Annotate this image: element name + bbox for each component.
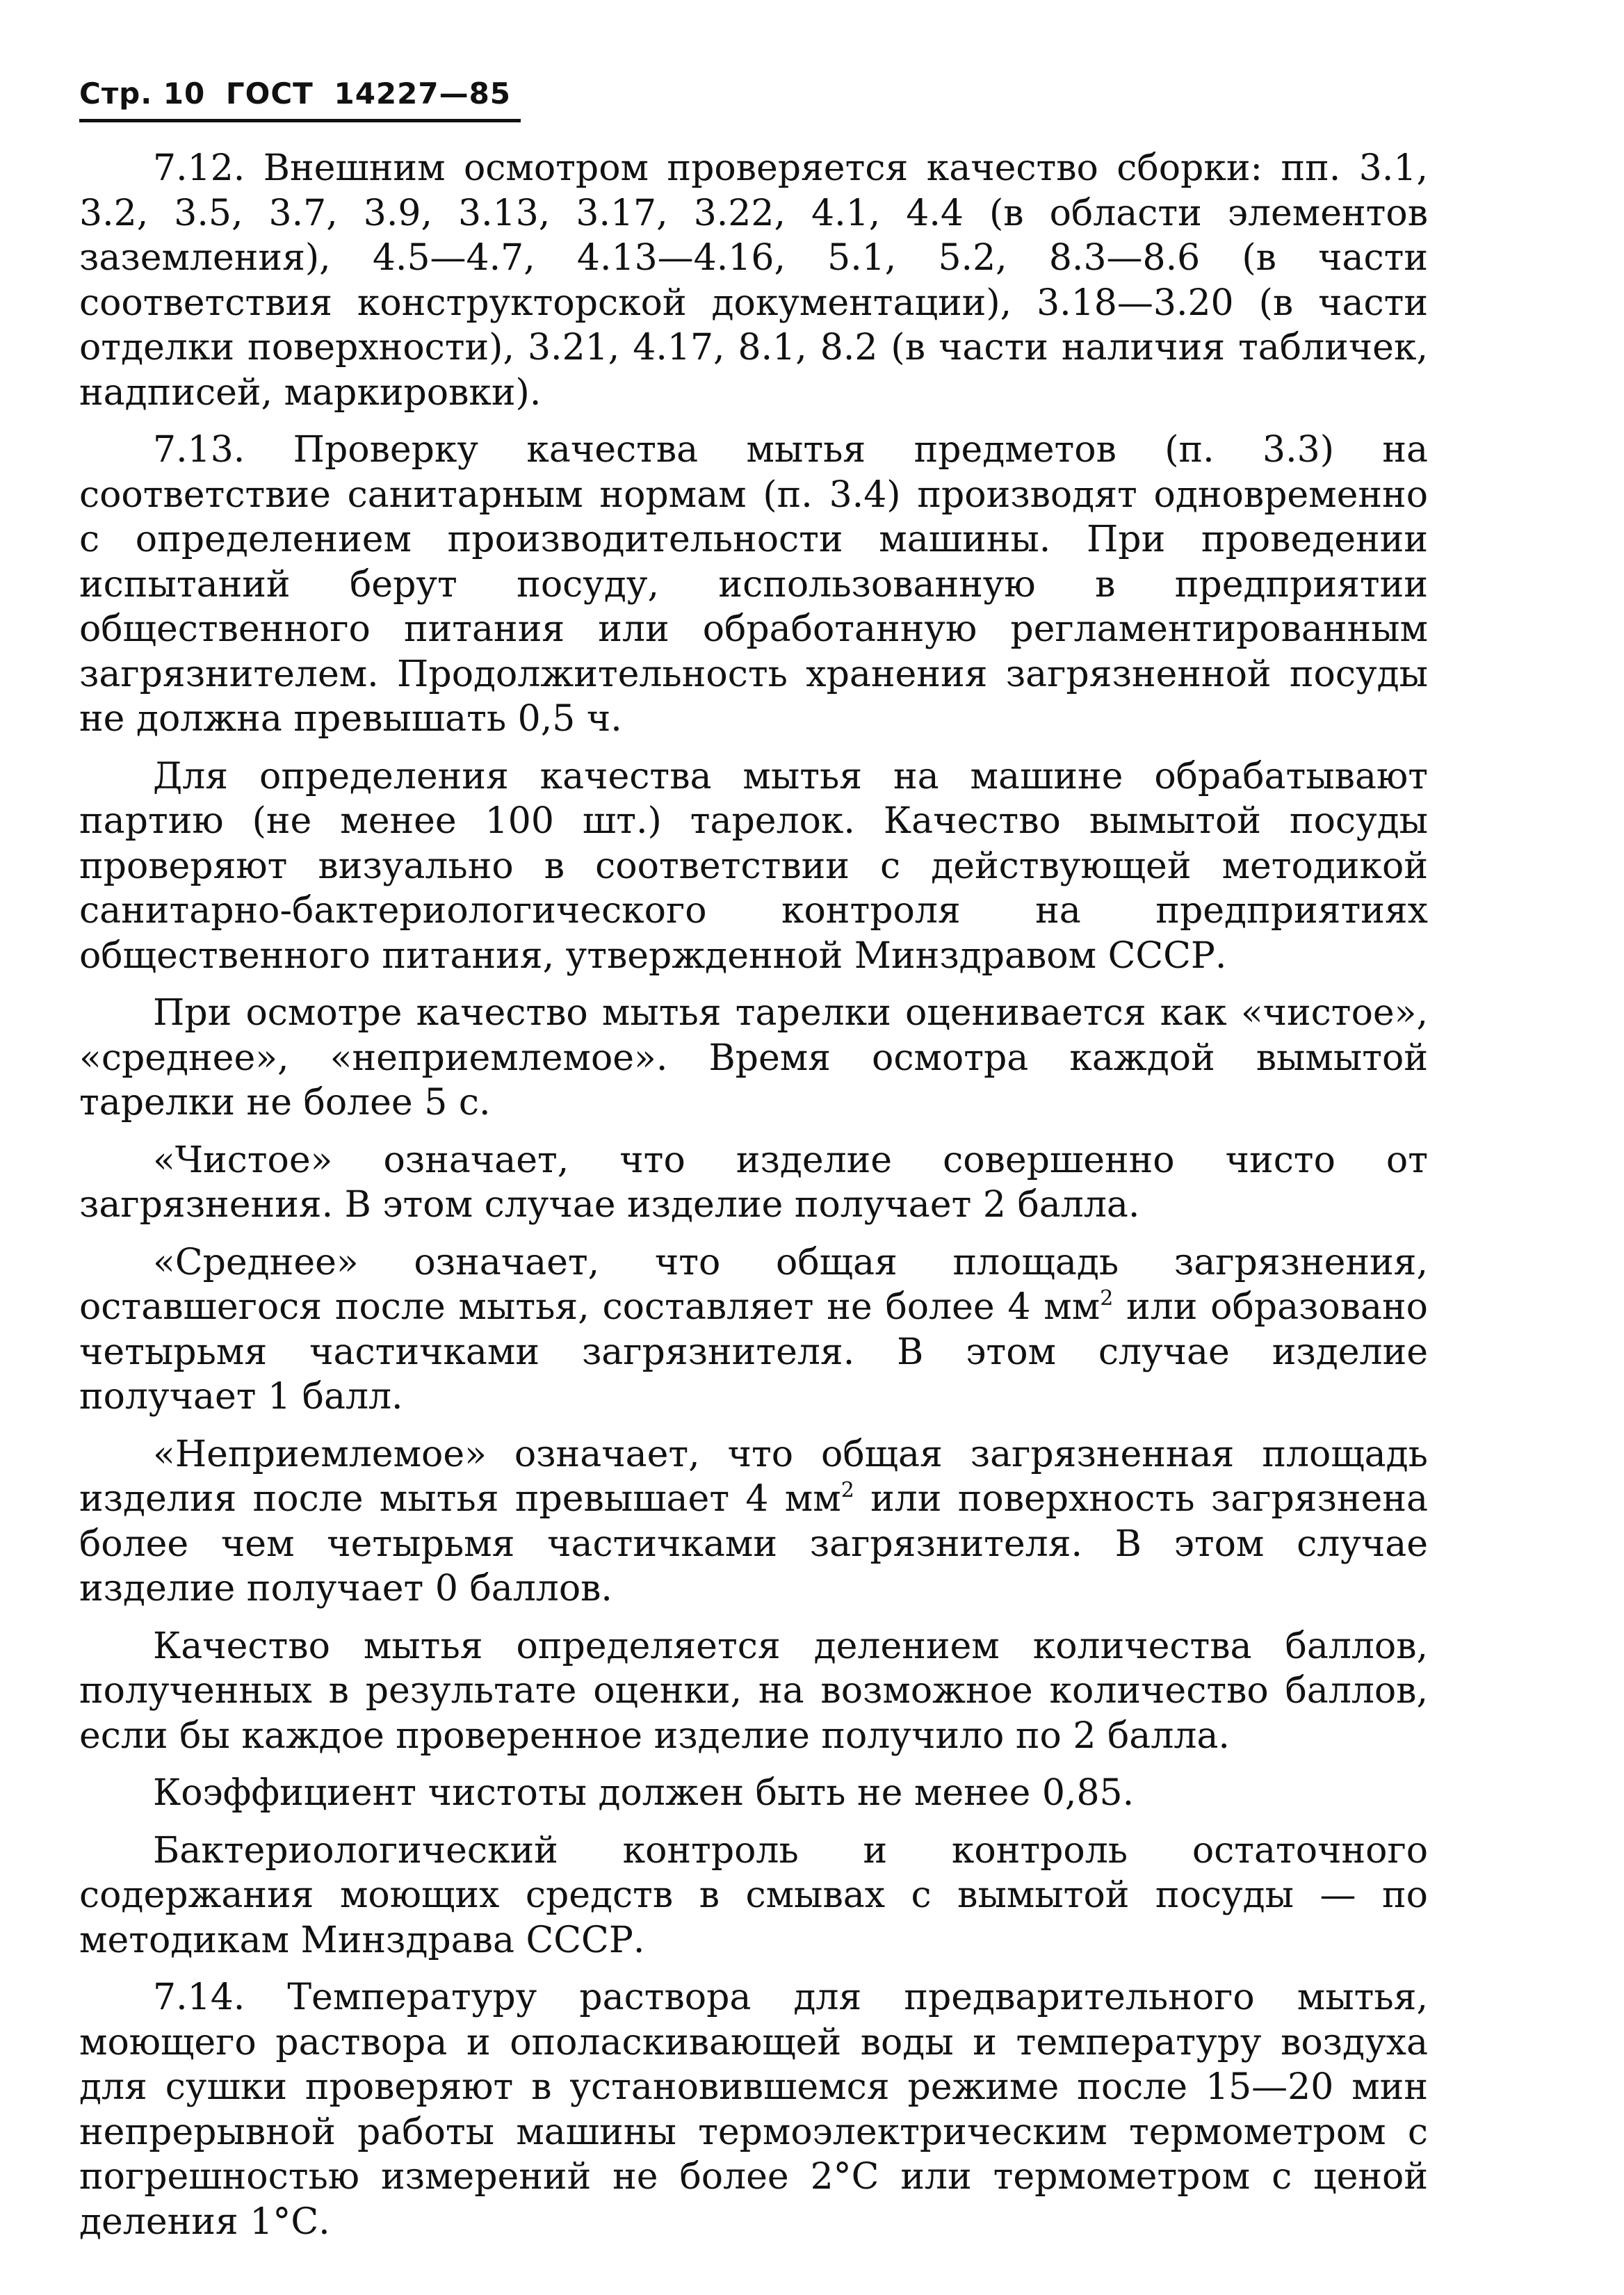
paragraph-7-13: 7.13. Проверку качества мытья предметов (п. 3.3) на соответствие санитарным нормам (п. 3.4) производят одновременно с определением производительности машины. При проведении испытаний берут посуду, использованную в предприятии общественного питания или обработанную регламентированным загрязнителем. Продолжительность хранения загрязненной посуды не должна превышать 0,5 ч. [79, 429, 1428, 740]
paragraph-inspection-grades: При осмотре качество мытья тарелки оценивается как «чистое», «среднее», «неприемлемое». Время осмотра каждой вымытой тарелки не более 5 с. [79, 992, 1428, 1124]
medium-superscript: 2 [1100, 1286, 1114, 1311]
standard-number: 14227—85 [334, 76, 512, 111]
paragraph-scoring: Качество мытья определяется делением количества баллов, полученных в результате оценки, на возможное количество баллов, если бы каждое проверенное изделие получило по 2 балла. [79, 1625, 1428, 1757]
document-body [79, 146, 1428, 2244]
paragraph-7-14: 7.14. Температуру раствора для предварительного мытья, моющего раствора и ополаскивающей воды и температуру воздуха для сушки проверяют в установившемся режиме после 15—20 мин непрерывной работы машины термоэлектрическим термометром с погрешностью измерений не более 2°С или термометром с ценой деления 1°С. [79, 1977, 1428, 2243]
paragraph-bacteriological: Бактериологический контроль и контроль остаточного содержания моющих средств в смывах с вымытой посуды — по методикам Минздрава СССР. [79, 1829, 1428, 1961]
paragraph-quality-method: Для определения качества мытья на машине обрабатывают партию (не менее 100 шт.) тарелок. Качество вымытой посуды проверяют визуально в соответствии с действующей методикой санитарно-бактериологического контроля на предприятиях общественного питания, утвержденной Минздравом СССР. [79, 755, 1428, 977]
document-page [79, 76, 1428, 2257]
paragraph-medium [79, 1240, 1428, 1420]
medium-text-after: или образовано четырьмя частичками загрязнителя. В этом случае изделие получает 1 балл. [79, 1286, 1428, 1418]
unacceptable-text-after: или поверхность загрязнена более чем четырьмя частичками загрязнителя. В этом случае изделие получает 0 баллов. [79, 1478, 1428, 1609]
page-number: Стр. 10 [79, 76, 206, 111]
paragraph-7-12: 7.12. Внешним осмотром проверяется качество сборки: пп. 3.1, 3.2, 3.5, 3.7, 3.9, 3.13, 3.17, 3.22, 4.1, 4.4 (в области элементов заземления), 4.5—4.7, 4.13—4.16, 5.1, 5.2, 8.3—8.6 (в части соответствия конструкторской документации), 3.18—3.20 (в части отделки поверхности), 3.21, 4.17, 8.1, 8.2 (в части наличия табличек, надписей, маркировки). [79, 147, 1428, 414]
medium-text-before: «Среднее» означает, что общая площадь загрязнения, оставшегося после мытья, составляет не более 4 мм [79, 1241, 1428, 1328]
paragraph-unacceptable [79, 1432, 1428, 1612]
standard-label: ГОСТ [225, 76, 314, 111]
unacceptable-text-before: «Неприемлемое» означает, что общая загрязненная площадь изделия после мытья превышает 4 мм [79, 1433, 1428, 1520]
unacceptable-superscript: 2 [841, 1478, 854, 1502]
paragraph-coefficient: Коэффициент чистоты должен быть не менее 0,85. [153, 1772, 1135, 1814]
paragraph-clean: «Чистое» означает, что изделие совершенно чисто от загрязнения. В этом случае изделие получает 2 балла. [79, 1139, 1428, 1226]
page-header [79, 76, 521, 122]
